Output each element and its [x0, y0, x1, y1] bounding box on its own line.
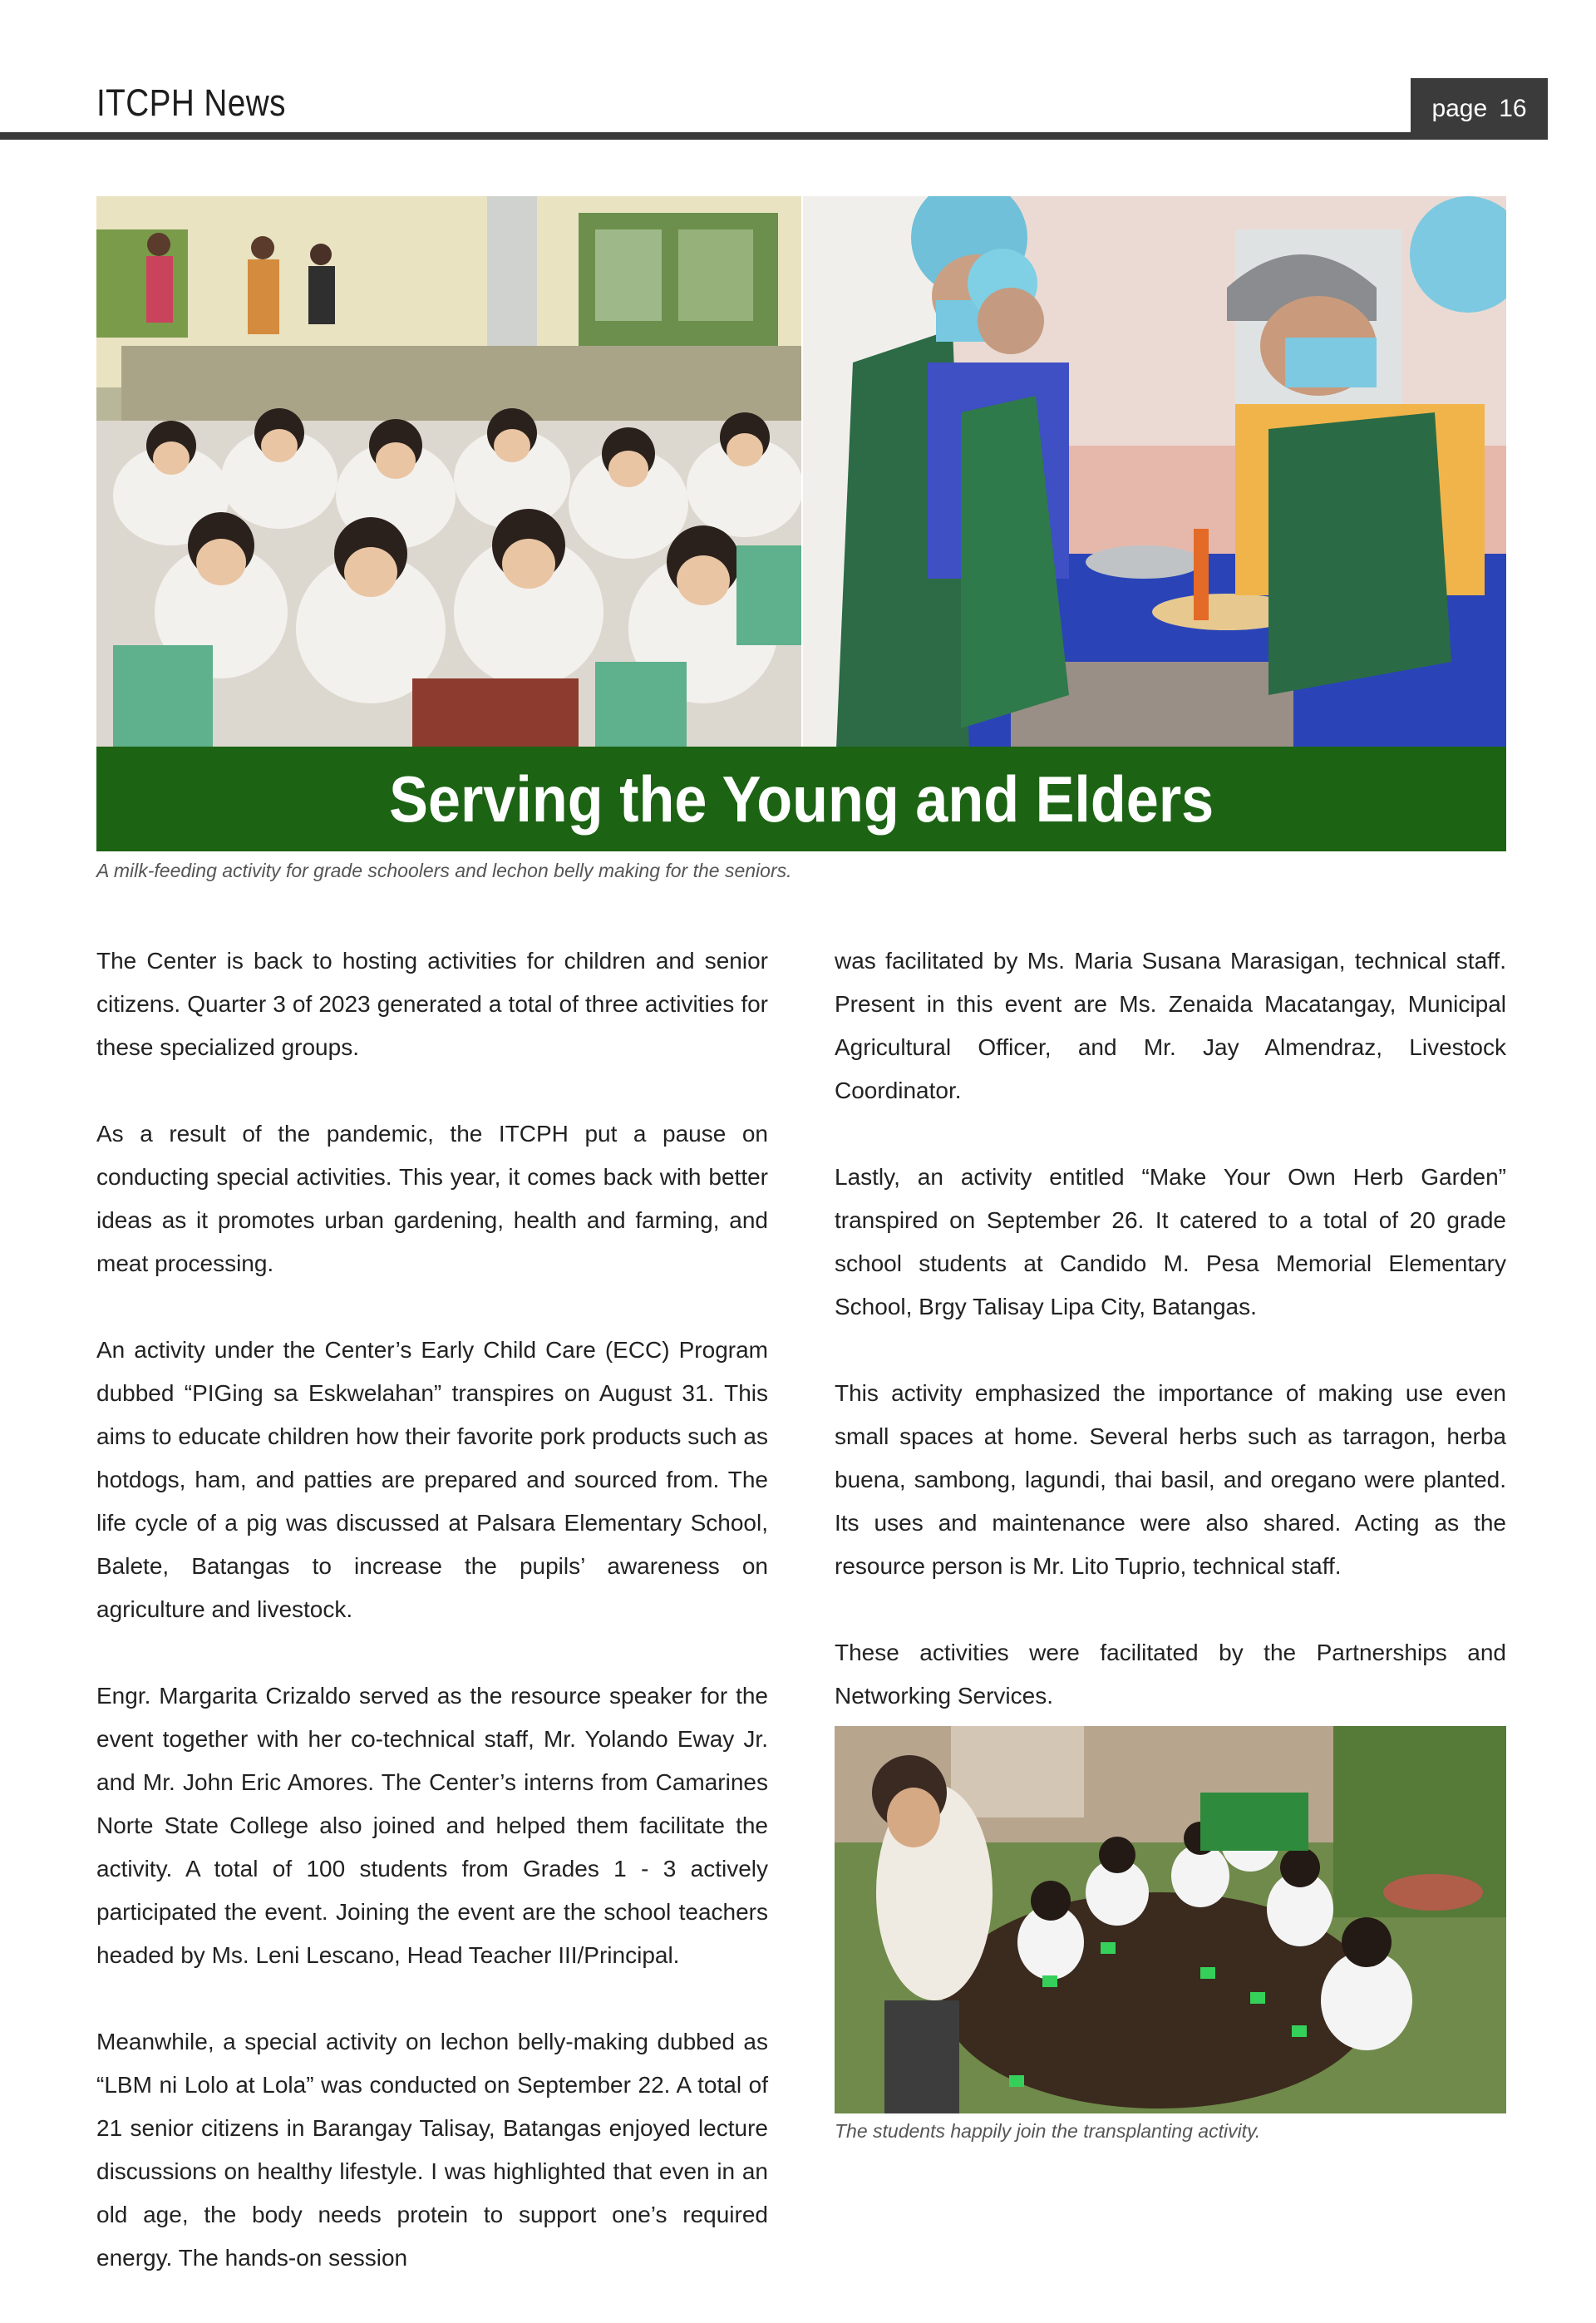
body-paragraph: Engr. Margarita Crizaldo served as the resource speaker for the event together with her co-technical staff, Mr. Yolando Eway Jr. and Mr. John Eric Amores. The Center’s interns from Camarines Norte State College also joined and helped them facilitate the activity. A total of 100 students from Grades 1 - 3 actively participated the event. Joining the event are the school teachers headed by Ms. Leni Lescano, Head Teacher III/Principal.	[96, 1683, 768, 1968]
body-paragraph: The Center is back to hosting activities for children and senior citizens. Quarter 3 of 2023 generated a total of three activities for these specialized groups.	[96, 948, 768, 1060]
garden-photo	[835, 1726, 1506, 2113]
article-title: Serving the Young and Elders	[388, 762, 1214, 836]
page-number: 16	[1499, 95, 1527, 122]
header-rule	[0, 132, 1546, 140]
body-paragraph: These activities were facilitated by the Partnerships and Networking Services.	[835, 1640, 1506, 1709]
body-paragraph: Lastly, an activity entitled “Make Your Own Herb Garden” transpired on September 26. It catered to a total of 20 grade school students at Candido M. Pesa Memorial Elementary School, Brgy Talisay Lipa City, Batangas.	[835, 1164, 1506, 1319]
left-column	[96, 940, 768, 2323]
body-paragraph: An activity under the Center’s Early Child Care (ECC) Program dubbed “PIGing sa Eskwelahan” transpires on August 31. This aims to educate children how their favorite pork products such as hotdogs, ham, and patties are prepared and sourced from. The life cycle of a pig was discussed at Palsara Elementary School, Balete, Batangas to increase the pupils’ awareness on agriculture and livestock.	[96, 1337, 768, 1622]
publication-name: ITCPH News	[96, 81, 286, 124]
body-paragraph: Meanwhile, a special activity on lechon belly-making dubbed as “LBM ni Lolo at Lola” was conducted on September 22. A total of 21 senior citizens in Barangay Talisay, Batangas enjoyed lecture discussions on healthy lifestyle. I was highlighted that even in an old age, the body needs protein to support one’s required energy. The hands-on session	[96, 2029, 768, 2271]
article-title-banner	[96, 747, 1506, 851]
page-label: page	[1431, 95, 1488, 122]
body-paragraph: This activity emphasized the importance of making use even small spaces at home. Several herbs such as tarragon, herba buena, sambong, lagundi, thai basil, and oregano were planted. Its uses and maintenance were also shared. Acting as the resource person is Mr. Lito Tuprio, technical staff.	[835, 1380, 1506, 1579]
page-number-box	[1411, 78, 1548, 140]
elders-photo	[803, 196, 1506, 748]
body-paragraph: was facilitated by Ms. Maria Susana Marasigan, technical staff. Present in this event are Ms. Zenaida Macatangay, Municipal Agricultural Officer, and Mr. Jay Almendraz, Livestock Coordinator.	[835, 948, 1506, 1103]
top-photo-caption: A milk-feeding activity for grade schoolers and lechon belly making for the seniors.	[96, 860, 792, 881]
body-paragraph: As a result of the pandemic, the ITCPH put a pause on conducting special activities. This year, it comes back with better ideas as it promotes urban gardening, health and farming, and meat processing.	[96, 1121, 768, 1276]
children-photo	[96, 196, 801, 748]
bottom-photo-caption: The students happily join the transplanting activity.	[835, 2120, 1261, 2142]
right-column	[835, 940, 1506, 1761]
